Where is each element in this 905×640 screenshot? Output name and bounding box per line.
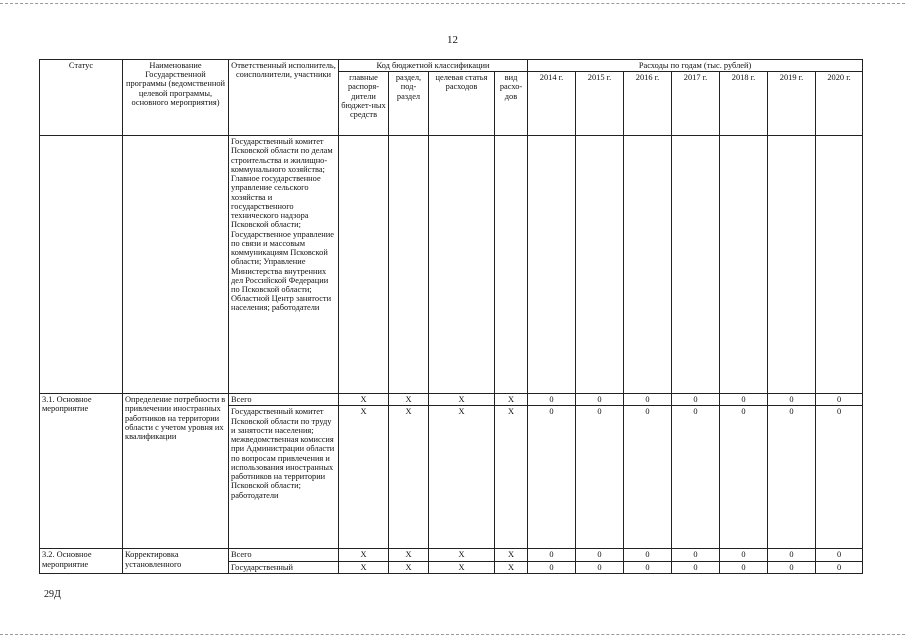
year-cell: 0 — [528, 406, 576, 549]
header-program-name: Наименование Государственной программы (ведомственной целевой программы, основного мероприятия) — [123, 60, 229, 136]
header-year: 2014 г. — [528, 72, 576, 136]
code-cell: X — [389, 394, 429, 406]
year-cell: 0 — [672, 549, 720, 561]
code-cell: X — [339, 406, 389, 549]
header-year: 2016 г. — [624, 72, 672, 136]
responsible-cell: Государственный комитет Псковской области по труду и занятости населения; межведомственная комиссия при Администрации области по вопросам привлечения и использования иностранных работников на территории Псковской области; работодатели — [229, 406, 339, 549]
year-cell: 0 — [576, 549, 624, 561]
year-cell: 0 — [528, 394, 576, 406]
year-cell: 0 — [576, 561, 624, 573]
code-cell: X — [389, 406, 429, 549]
responsible-cell: Всего — [229, 394, 339, 406]
status-cell: 3.1. Основное мероприятие — [40, 394, 123, 549]
year-cell: 0 — [768, 406, 816, 549]
header-main-managers: главные распоря-дители бюджет-ных средств — [339, 72, 389, 136]
year-cell — [720, 136, 768, 394]
code-cell: X — [339, 394, 389, 406]
code-cell — [389, 136, 429, 394]
name-cell — [123, 136, 229, 394]
year-cell: 0 — [624, 394, 672, 406]
code-cell: X — [339, 561, 389, 573]
header-status: Статус — [40, 60, 123, 136]
year-cell: 0 — [816, 549, 863, 561]
bottom-scan-edge — [0, 634, 905, 635]
budget-table — [39, 59, 863, 574]
responsible-cell: Государственный комитет Псковской области по делам строительства и жилищно-коммунального хозяйства; Главное государственное управление сельского хозяйства и государственного технического надзора Псковской области; Государственное управление по связи и массовым коммуникациям Псковской области; Управление Министерства внутренних дел Российской Федерации по Псковской области; Областной Центр занятости населения; работодатели — [229, 136, 339, 394]
code-cell: X — [389, 561, 429, 573]
header-year: 2020 г. — [816, 72, 863, 136]
year-cell: 0 — [816, 561, 863, 573]
year-cell: 0 — [624, 549, 672, 561]
code-cell: X — [495, 561, 528, 573]
year-cell: 0 — [720, 394, 768, 406]
top-scan-edge — [0, 3, 905, 4]
year-cell: 0 — [768, 549, 816, 561]
header-target-item: целевая статья расходов — [429, 72, 495, 136]
name-cell: Корректировка установленного — [123, 549, 229, 573]
header-year: 2019 г. — [768, 72, 816, 136]
status-cell: 3.2. Основное мероприятие — [40, 549, 123, 573]
code-cell — [429, 136, 495, 394]
year-cell: 0 — [528, 549, 576, 561]
code-cell — [495, 136, 528, 394]
responsible-cell: Государственный — [229, 561, 339, 573]
code-cell: X — [429, 561, 495, 573]
code-cell: X — [495, 406, 528, 549]
header-expenses: Расходы по годам (тыс. рублей) — [528, 60, 863, 72]
code-cell: X — [495, 549, 528, 561]
header-row-1 — [40, 60, 863, 72]
name-cell: Определение потребности в привлечении иностранных работников на территории области с учетом уровня их квалификации — [123, 394, 229, 549]
page-number: 12 — [447, 34, 458, 46]
code-cell: X — [389, 549, 429, 561]
footer-code: 29Д — [44, 589, 61, 600]
header-expense-type: вид расхо-дов — [495, 72, 528, 136]
year-cell: 0 — [720, 406, 768, 549]
year-cell: 0 — [528, 561, 576, 573]
header-budget-code: Код бюджетной классификации — [339, 60, 528, 72]
year-cell: 0 — [720, 561, 768, 573]
year-cell: 0 — [576, 406, 624, 549]
responsible-cell: Всего — [229, 549, 339, 561]
code-cell: X — [495, 394, 528, 406]
year-cell — [672, 136, 720, 394]
year-cell — [576, 136, 624, 394]
code-cell: X — [429, 394, 495, 406]
code-cell: X — [429, 549, 495, 561]
year-cell: 0 — [672, 561, 720, 573]
year-cell: 0 — [672, 394, 720, 406]
header-section: раздел, под-раздел — [389, 72, 429, 136]
year-cell: 0 — [720, 549, 768, 561]
table-row — [40, 549, 863, 561]
year-cell: 0 — [624, 406, 672, 549]
year-cell — [624, 136, 672, 394]
year-cell: 0 — [672, 406, 720, 549]
table-row — [40, 394, 863, 406]
code-cell — [339, 136, 389, 394]
header-year: 2015 г. — [576, 72, 624, 136]
year-cell: 0 — [768, 394, 816, 406]
header-year: 2018 г. — [720, 72, 768, 136]
code-cell: X — [339, 549, 389, 561]
year-cell — [768, 136, 816, 394]
year-cell: 0 — [816, 394, 863, 406]
year-cell — [528, 136, 576, 394]
year-cell: 0 — [624, 561, 672, 573]
header-year: 2017 г. — [672, 72, 720, 136]
status-cell — [40, 136, 123, 394]
code-cell: X — [429, 406, 495, 549]
year-cell: 0 — [768, 561, 816, 573]
year-cell — [816, 136, 863, 394]
year-cell: 0 — [816, 406, 863, 549]
year-cell: 0 — [576, 394, 624, 406]
header-responsible: Ответственный исполнитель, соисполнители, участники — [229, 60, 339, 136]
table-row — [40, 136, 863, 394]
